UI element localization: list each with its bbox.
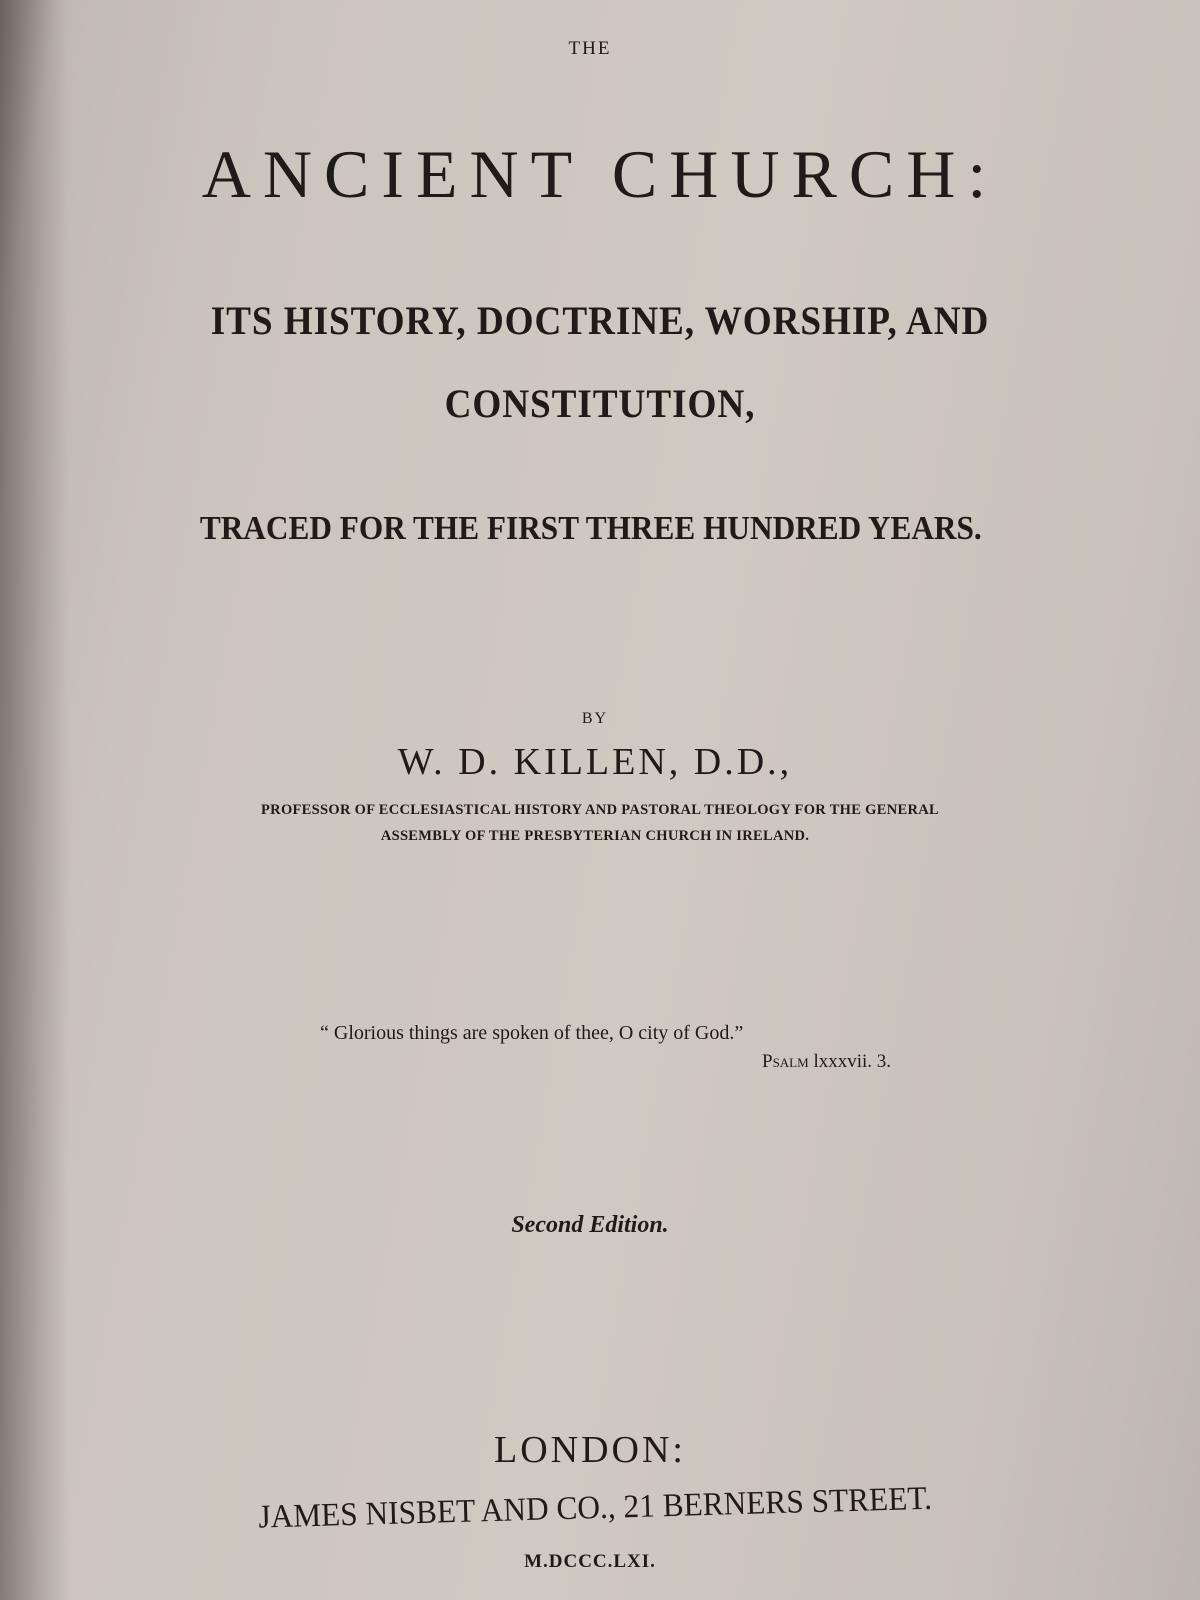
imprint-date: M.DCCC.LXI. — [524, 1551, 656, 1572]
subtitle-line-3: TRACED FOR THE FIRST THREE HUNDRED YEARS. — [199, 510, 982, 547]
imprint-city: LONDON: — [494, 1429, 686, 1471]
book-title: ANCIENT CHURCH: — [201, 136, 999, 212]
author-position-line-1: PROFESSOR OF ECCLESIASTICAL HISTORY AND PASTORAL THEOLOGY FOR THE GENERAL — [261, 802, 939, 818]
epigraph-source-ref: lxxxvii. 3. — [813, 1051, 892, 1072]
edition-label: Second Edition. — [511, 1212, 669, 1238]
title-article: THE — [568, 38, 612, 59]
author-name: W. D. KILLEN, D.D., — [397, 741, 793, 783]
subtitle-line-1: ITS HISTORY, DOCTRINE, WORSHIP, AND — [210, 298, 990, 343]
book-spine-shadow — [0, 0, 70, 1600]
epigraph-source — [762, 1051, 891, 1073]
by-label: BY — [581, 710, 609, 727]
subtitle-line-2: CONSTITUTION, — [444, 381, 756, 426]
epigraph-source-book: Psalm — [762, 1051, 809, 1072]
epigraph-quote: “ Glorious things are spoken of thee, O city of God.” — [320, 1022, 744, 1044]
imprint-publisher: JAMES NISBET AND CO., 21 BERNERS STREET. — [257, 1480, 933, 1536]
author-position-line-2: ASSEMBLY OF THE PRESBYTERIAN CHURCH IN IRELAND. — [380, 828, 810, 844]
